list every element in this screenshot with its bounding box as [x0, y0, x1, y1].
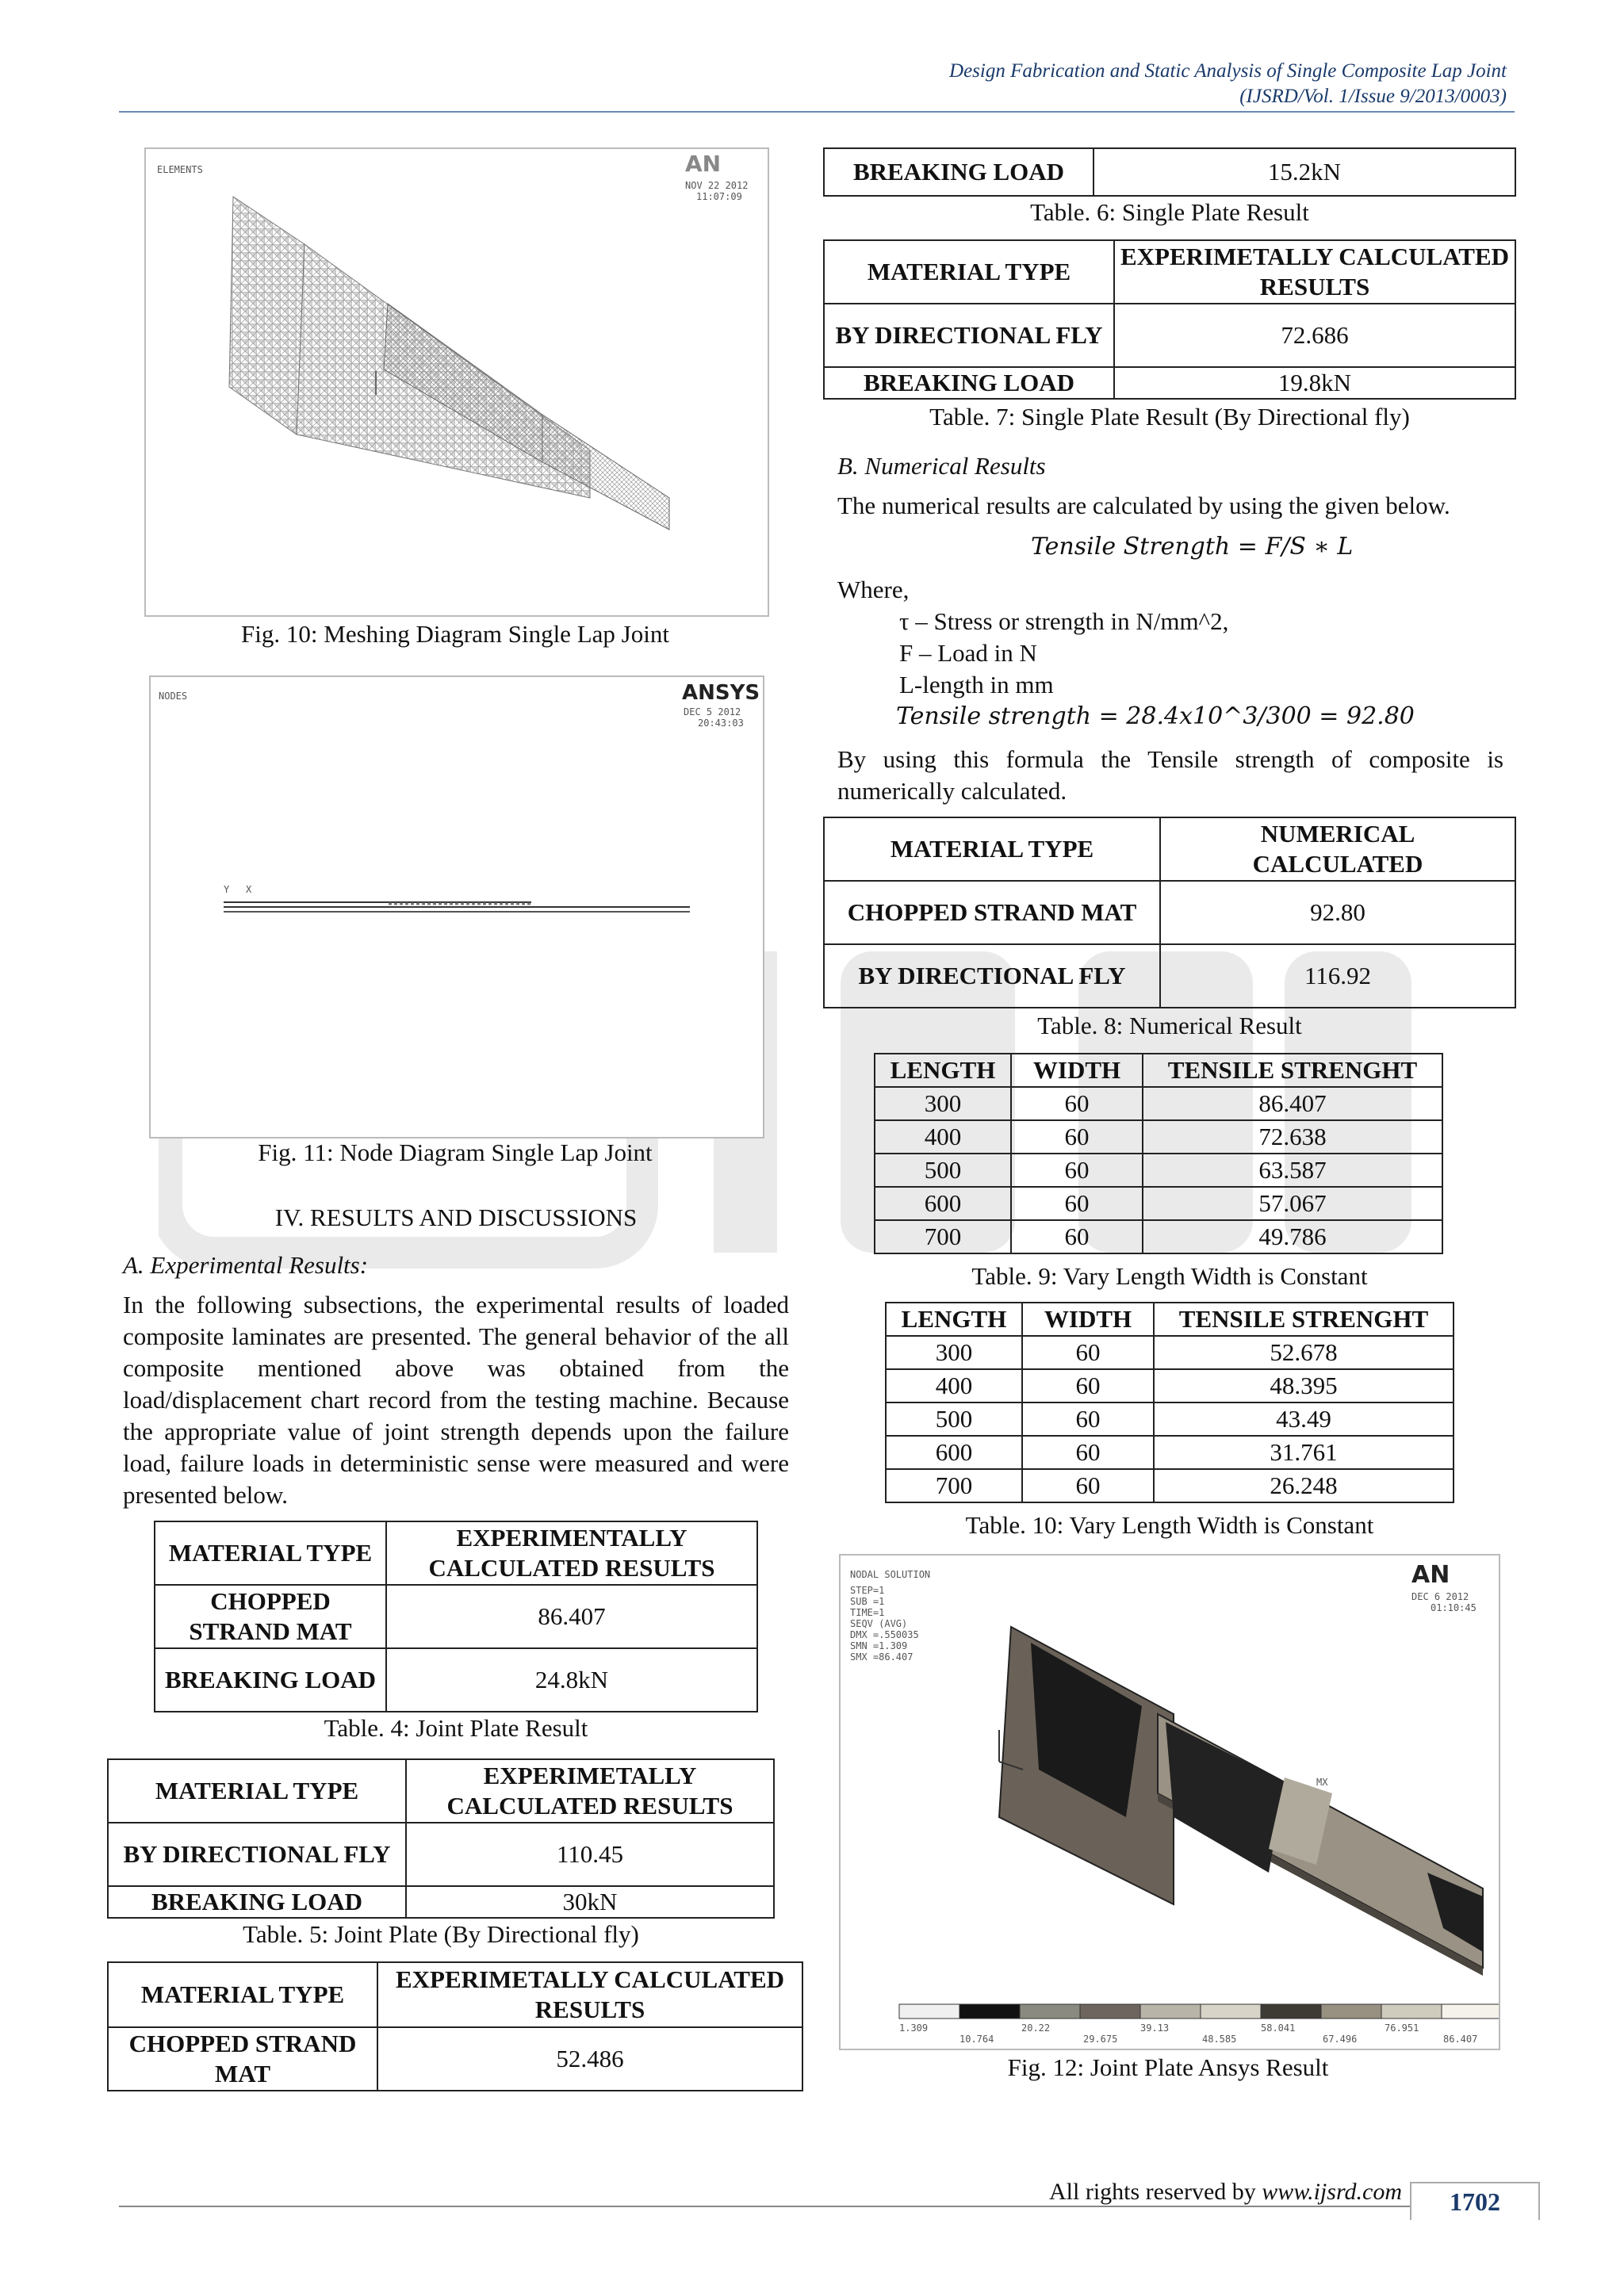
table6-header-material: MATERIAL TYPE — [108, 1962, 377, 2027]
definition-l: L-length in mm — [899, 671, 1054, 698]
footer-site-link[interactable]: www.ijsrd.com — [1262, 2179, 1402, 2205]
figure-10-mesh — [144, 147, 769, 617]
table6-row-value: 15.2kN — [1094, 148, 1515, 196]
table9-cell: 72.638 — [1143, 1120, 1442, 1154]
table-row — [886, 1402, 1454, 1436]
fig12-logo: AN — [1411, 1561, 1450, 1589]
footer-rule — [119, 2206, 1515, 2207]
table10-cell: 60 — [1022, 1436, 1154, 1469]
table7-row-label: BY DIRECTIONAL FLY — [824, 304, 1114, 367]
table5-row-value: 30kN — [406, 1886, 774, 1918]
table4-row-value: 24.8kN — [386, 1648, 757, 1712]
fig10-date: NOV 22 2012 — [685, 180, 749, 191]
subsection-a-heading: A. Experimental Results: — [123, 1251, 369, 1279]
table9-header-tensile: TENSILE STRENGHT — [1143, 1054, 1442, 1087]
numerical-paragraph: By using this formula the Tensile strength of composite is numerically calculated. — [837, 745, 1503, 805]
table-row — [886, 1336, 1454, 1369]
fig10-label: ELEMENTS — [157, 164, 203, 175]
legend-swatch — [899, 2004, 959, 2019]
figure-11-caption: Fig. 11: Node Diagram Single Lap Joint — [258, 1138, 653, 1166]
table9-cell: 60 — [1011, 1087, 1143, 1120]
table-8-caption: Table. 8: Numerical Result — [1037, 1012, 1302, 1039]
table-9-caption: Table. 9: Vary Length Width is Constant — [971, 1262, 1368, 1290]
legend-label-bottom: 86.407 — [1443, 2034, 1478, 2045]
table-7-caption: Table. 7: Single Plate Result (By Directional fly) — [929, 403, 1410, 430]
header-issue: (IJSRD/Vol. 1/Issue 9/2013/0003) — [1239, 86, 1507, 107]
table-8 — [823, 817, 1516, 1008]
fig12-seqv: SEQV (AVG) — [850, 1618, 908, 1629]
table9-cell: 49.786 — [1143, 1220, 1442, 1253]
table5-header-material: MATERIAL TYPE — [108, 1759, 406, 1823]
table-row — [875, 1220, 1442, 1253]
footer-text: All rights reserved by — [1049, 2179, 1262, 2205]
fig10-time: 11:07:09 — [696, 191, 742, 202]
table9-cell: 60 — [1011, 1120, 1143, 1154]
table-row — [875, 1187, 1442, 1220]
table4-header-result: EXPERIMENTALLY CALCULATED RESULTS — [386, 1521, 757, 1585]
table4-row-label: CHOPPED STRAND MAT — [155, 1585, 386, 1648]
subsection-b-heading: B. Numerical Results — [837, 452, 1046, 480]
formula-tensile-calculation: Tensile strength = 28.4x10^3/300 = 92.80 — [896, 702, 1415, 730]
table6-row-label: CHOPPED STRAND MAT — [108, 2027, 377, 2091]
fig12-time: TIME=1 — [850, 1607, 885, 1618]
table8-row-value: 116.92 — [1160, 944, 1515, 1008]
table10-cell: 26.248 — [1154, 1469, 1454, 1502]
table4-header-material: MATERIAL TYPE — [155, 1521, 386, 1585]
table8-header-line1: NUMERICAL — [1260, 820, 1415, 848]
table-row — [875, 1087, 1442, 1120]
fig11-axis-y: Y — [224, 884, 230, 895]
table8-row-label: CHOPPED STRAND MAT — [824, 881, 1160, 944]
legend-swatch — [959, 2004, 1020, 2019]
table7-row-value: 72.686 — [1114, 304, 1515, 367]
legend-label-top: 76.951 — [1385, 2022, 1419, 2034]
table9-cell: 57.067 — [1143, 1187, 1442, 1220]
table-6-caption: Table. 6: Single Plate Result — [1030, 198, 1309, 226]
formula-tensile-strength: Tensile Strength = F/S ∗ L — [1031, 533, 1354, 561]
table5-row-label: BREAKING LOAD — [108, 1886, 406, 1918]
table10-cell: 500 — [886, 1402, 1022, 1436]
table8-header-line2: CALCULATED — [1252, 850, 1423, 878]
table-row — [875, 1154, 1442, 1187]
table10-cell: 600 — [886, 1436, 1022, 1469]
legend-label-top: 58.041 — [1261, 2022, 1296, 2034]
table6-header-result: EXPERIMETALLY CALCULATED RESULTS — [377, 1962, 802, 2027]
table10-header-tensile: TENSILE STRENGHT — [1154, 1303, 1454, 1336]
fig12-title: NODAL SOLUTION — [850, 1569, 931, 1580]
table10-cell: 43.49 — [1154, 1402, 1454, 1436]
table-row — [886, 1469, 1454, 1502]
fig11-time: 20:43:03 — [698, 718, 744, 729]
figure-12-ansys-result — [839, 1554, 1500, 2050]
table9-cell: 63.587 — [1143, 1154, 1442, 1187]
figure-11-nodes — [149, 675, 764, 1138]
fig10-logo: AN — [685, 151, 722, 177]
table-7 — [823, 239, 1516, 400]
table-row — [875, 1120, 1442, 1154]
table-6-part-1 — [107, 1961, 803, 2091]
table8-header-material: MATERIAL TYPE — [824, 817, 1160, 881]
table-row — [886, 1436, 1454, 1469]
table-5 — [107, 1758, 775, 1919]
fig12-date: DEC 6 2012 — [1411, 1591, 1469, 1602]
fig11-date: DEC 5 2012 — [684, 706, 741, 718]
stress-zone-dark-2 — [1166, 1722, 1285, 1873]
legend-swatch — [1381, 2004, 1442, 2019]
table8-row-label: BY DIRECTIONAL FLY — [824, 944, 1160, 1008]
legend-label-bottom: 48.585 — [1202, 2034, 1237, 2045]
figure-10-caption: Fig. 10: Meshing Diagram Single Lap Joint — [241, 620, 669, 648]
table9-cell: 700 — [875, 1220, 1011, 1253]
table9-cell: 60 — [1011, 1187, 1143, 1220]
table9-cell: 86.407 — [1143, 1087, 1442, 1120]
table9-cell: 400 — [875, 1120, 1011, 1154]
table-10 — [885, 1302, 1454, 1503]
fig12-dmx: DMX =.550035 — [850, 1629, 919, 1640]
header-rule — [119, 111, 1515, 113]
fig12-smx: SMX =86.407 — [850, 1651, 914, 1663]
table4-row-value: 86.407 — [386, 1585, 757, 1648]
legend-label-top: 39.13 — [1140, 2022, 1170, 2034]
table10-cell: 60 — [1022, 1402, 1154, 1436]
footer-copyright — [1049, 2179, 1402, 2206]
table7-row-value: 19.8kN — [1114, 367, 1515, 399]
page-number: 1702 — [1410, 2182, 1540, 2220]
table9-cell: 60 — [1011, 1154, 1143, 1187]
definition-f: F – Load in N — [899, 639, 1037, 667]
mesh-plate-top — [229, 197, 304, 434]
experimental-paragraph: In the following subsections, the experimental results of loaded composite laminates are presented. The general behavior of the all composite mentioned above was obtained from the load/displacement chart record from the testing machine. Because the appropriate value of joint strength depends upon the failure load, failure loads in deterministic sense were measured and were presented below. — [123, 1291, 789, 1509]
table-6-part-2 — [823, 147, 1516, 197]
fig11-logo: ANSYS — [682, 681, 760, 705]
fig12-clock: 01:10:45 — [1431, 1602, 1477, 1613]
table10-header-length: LENGTH — [886, 1303, 1022, 1336]
where-label: Where, — [837, 576, 910, 603]
numerical-intro: The numerical results are calculated by using the given below. — [837, 492, 1450, 519]
fig11-label: NODES — [159, 691, 188, 702]
table10-cell: 60 — [1022, 1469, 1154, 1502]
table5-row-value: 110.45 — [406, 1823, 774, 1886]
table9-cell: 300 — [875, 1087, 1011, 1120]
legend-label-bottom: 29.675 — [1083, 2034, 1118, 2045]
legend-label-bottom: 67.496 — [1323, 2034, 1358, 2045]
table7-row-label: BREAKING LOAD — [824, 367, 1114, 399]
table10-cell: 60 — [1022, 1336, 1154, 1369]
mesh-plate-bottom — [542, 415, 669, 530]
table-10-caption: Table. 10: Vary Length Width is Constant — [965, 1511, 1374, 1539]
table5-row-label: BY DIRECTIONAL FLY — [108, 1823, 406, 1886]
running-header — [949, 59, 1507, 109]
table7-header-material: MATERIAL TYPE — [824, 240, 1114, 304]
fig12-step: STEP=1 — [850, 1585, 885, 1596]
table10-cell: 60 — [1022, 1369, 1154, 1402]
table8-row-value: 92.80 — [1160, 881, 1515, 944]
legend-label-top: 1.309 — [899, 2022, 929, 2034]
table7-header-result: EXPERIMETALLY CALCULATED RESULTS — [1114, 240, 1515, 304]
table8-header-numerical — [1160, 817, 1515, 881]
section-heading: IV. RESULTS AND DISCUSSIONS — [274, 1203, 638, 1231]
figure-12-caption: Fig. 12: Joint Plate Ansys Result — [1007, 2053, 1329, 2081]
table10-cell: 700 — [886, 1469, 1022, 1502]
fig12-smn: SMN =1.309 — [850, 1640, 908, 1651]
table10-cell: 300 — [886, 1336, 1022, 1369]
legend-swatch — [1020, 2004, 1080, 2019]
table-5-caption: Table. 5: Joint Plate (By Directional fly) — [243, 1920, 639, 1948]
legend-swatch — [1080, 2004, 1140, 2019]
table9-cell: 60 — [1011, 1220, 1143, 1253]
table10-cell: 52.678 — [1154, 1336, 1454, 1369]
fig12-sub: SUB =1 — [850, 1596, 885, 1607]
legend-swatch — [1201, 2004, 1261, 2019]
table4-row-label: BREAKING LOAD — [155, 1648, 386, 1712]
table10-cell: 400 — [886, 1369, 1022, 1402]
table5-header-result: EXPERIMETALLY CALCULATED RESULTS — [406, 1759, 774, 1823]
table-4-caption: Table. 4: Joint Plate Result — [324, 1714, 588, 1742]
header-title: Design Fabrication and Static Analysis of Single Composite Lap Joint — [949, 60, 1507, 82]
legend-label-bottom: 10.764 — [959, 2034, 994, 2045]
legend-label-top: 20.22 — [1021, 2022, 1051, 2034]
table-4 — [154, 1521, 758, 1712]
table9-cell: 500 — [875, 1154, 1011, 1187]
table10-header-width: WIDTH — [1022, 1303, 1154, 1336]
fig12-mx-label: MX — [1316, 1777, 1328, 1788]
fig11-axis-x: X — [246, 884, 252, 895]
legend-swatch — [1140, 2004, 1201, 2019]
legend-swatch — [1261, 2004, 1321, 2019]
table6-row-label: BREAKING LOAD — [824, 148, 1094, 196]
legend-swatch — [1321, 2004, 1381, 2019]
definition-tau: τ – Stress or strength in N/mm^2, — [899, 607, 1229, 635]
table6-row-value: 52.486 — [377, 2027, 802, 2091]
table-9 — [874, 1053, 1443, 1254]
table10-cell: 31.761 — [1154, 1436, 1454, 1469]
table10-cell: 48.395 — [1154, 1369, 1454, 1402]
table9-header-width: WIDTH — [1011, 1054, 1143, 1087]
legend-swatch — [1442, 2004, 1499, 2019]
contour-legend — [899, 2004, 1499, 2019]
table9-header-length: LENGTH — [875, 1054, 1011, 1087]
table9-cell: 600 — [875, 1187, 1011, 1220]
table-row — [886, 1369, 1454, 1402]
